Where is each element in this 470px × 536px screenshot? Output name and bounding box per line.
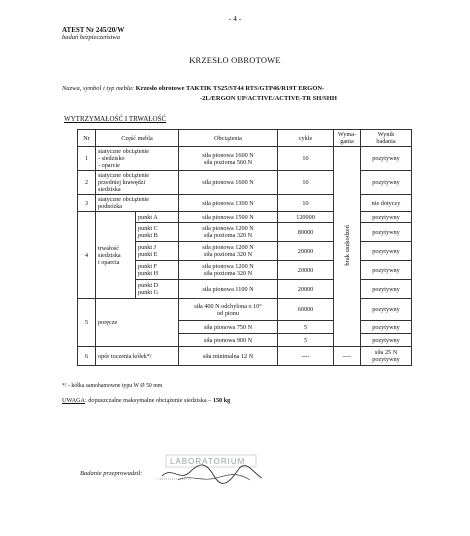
stamp-signature [158,452,278,493]
row-load: siła pionowa 1100 N [179,280,278,299]
svg-text:LABORATORIUM: LABORATORIUM [170,457,246,466]
row-load: siła pionowa 1600 N siła pozioma 560 N [179,147,278,171]
row-load: siła 400 N odchylona o 10° od pionu [179,299,278,321]
row-result: pozytywny [361,147,412,171]
header-cycles: cykle [278,130,334,147]
row-load: siła pionowa 900 N [179,334,278,347]
row-part: poręcze [96,299,179,347]
row-nr: 6 [78,347,96,366]
header-part: Część mebla [96,130,179,147]
table-row [78,147,412,171]
table-row [78,195,412,212]
page-title: KRZESŁO OBROTOWE [189,55,281,65]
results-table [77,129,412,366]
row-part: opór toczenia kółek*/ [96,347,179,366]
row-cycles: 5 [278,334,334,347]
section-title: WYTRZYMAŁOŚĆ I TRWAŁOŚĆ [64,115,167,123]
page-number: - 4 - [228,14,242,23]
row-result: pozytywny [361,242,412,261]
row-load: siła minimalna 12 N [179,347,278,366]
product-description [62,84,407,104]
row-nr: 2 [78,171,96,195]
signature-label: Badanie przeprowadził: [80,470,143,477]
product-name-line2: -2L/ERGON UP/ACTIVE/ACTIVE-TR SH/SHH [200,95,337,102]
row-cycles: 60000 [278,299,334,321]
table-row [78,171,412,195]
row-result: nie dotyczy [361,195,412,212]
product-label: Nazwa, symbol i typ mebla: [62,85,135,92]
row-cycles: 10 [278,147,334,171]
row-point: punkt J punkt E [136,242,179,261]
row-cycles: 10 [278,171,334,195]
row-result: pozytywny [361,334,412,347]
row-requirements: ---- [334,347,361,366]
row-cycles: 80000 [278,223,334,242]
table-header-row [78,130,412,147]
row-result: pozytywny [361,223,412,242]
signature-stamp-icon [158,452,278,488]
row-part: statyczne obciążenie - siedzisko - oparcie [96,147,179,171]
row-load: siła pionowa 1500 N [179,212,278,223]
row-load: siła pionowa 1200 N siła pozioma 320 N [179,261,278,280]
row-nr: 4 [78,212,96,299]
row-nr: 5 [78,299,96,347]
requirements-cell: brak uszkodzeń [334,147,361,347]
header-requirements: Wyma- gania [334,130,361,147]
row-part: statyczne obciążenie podnóżka [96,195,179,212]
row-cycles: 5 [278,321,334,334]
row-cycles: 20000 [278,261,334,280]
row-cycles: 20000 [278,280,334,299]
footnote: */ - kółka samohamowne typu W Ø 50 mm [62,383,163,389]
row-cycles: 120000 [278,212,334,223]
row-load: siła pionowa 750 N [179,321,278,334]
table-row [78,299,412,321]
atest-subtitle: badań bezpieczeństwa [62,34,120,41]
header-nr: Nr [78,130,96,147]
row-part: trwałość siedziska i oparcia [96,212,136,299]
row-result: pozytywny [361,171,412,195]
row-point: punkt F punkt H [136,261,179,280]
row-cycles: 20000 [278,242,334,261]
row-result: pozytywny [361,299,412,321]
header-load: Obciążenia [179,130,278,147]
note-value: 150 kg [212,397,231,404]
row-load: siła pionowa 1200 N siła pozioma 320 N [179,223,278,242]
row-result: pozytywny [361,261,412,280]
row-load: siła pionowa 1200 N siła pozioma 320 N [179,242,278,261]
row-part: statyczne obciążenie przedniej krawędzi siedziska [96,171,179,195]
row-result: pozytywny [361,212,412,223]
table-row [78,347,412,366]
note-label: UWAGA [62,397,86,404]
row-cycles: 10 [278,195,334,212]
row-result: pozytywny [361,280,412,299]
row-nr: 1 [78,147,96,171]
row-result: pozytywny [361,321,412,334]
header-result: Wynik badania [361,130,412,147]
row-load: siła pionowa 1600 N [179,171,278,195]
row-cycles: ---- [278,347,334,366]
row-point: punkt D punkt G [136,280,179,299]
row-point: punkt C punkt B [136,223,179,242]
row-point: punkt A [136,212,179,223]
note [62,397,230,404]
row-nr: 3 [78,195,96,212]
table-row [78,212,412,223]
row-load: siła pionowa 1300 N [179,195,278,212]
row-result: siła 25 N pozytywny [361,347,412,366]
atest-number: ATEST Nr 245/20/W [62,26,125,34]
note-text: : dopuszczalne maksymalne obciążenie siedziska – [85,397,213,404]
product-name-line1: Krzesło obrotowe TAKTIK TS25/ST44 RTS/GTP46/R19T ERGON- [135,85,325,92]
